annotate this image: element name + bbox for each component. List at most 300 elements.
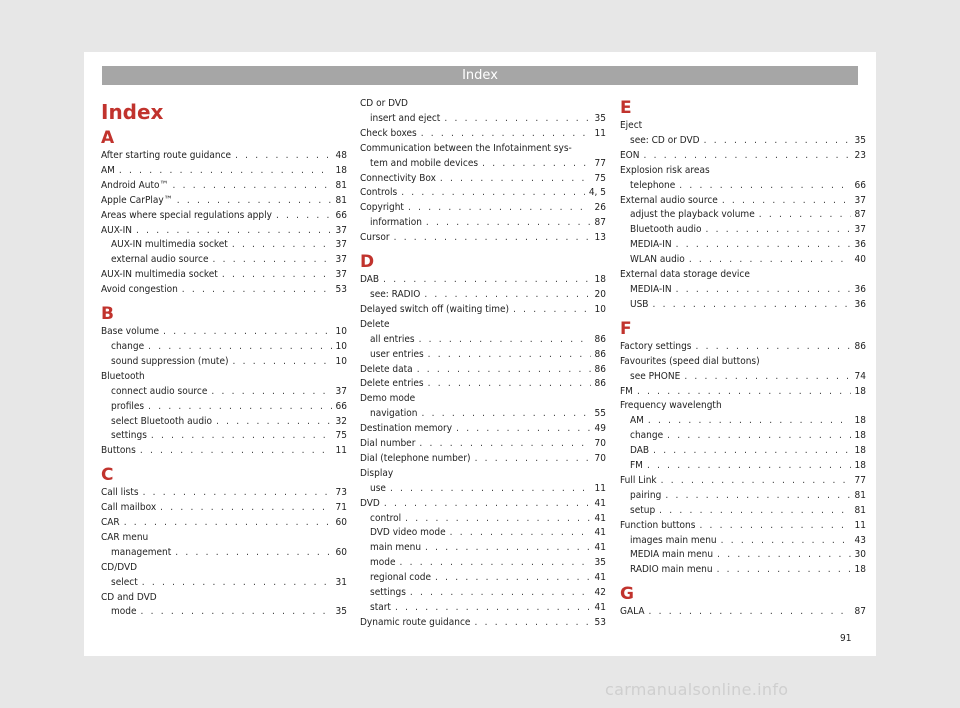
index-subentry [360, 216, 606, 231]
entry-text: use [370, 482, 386, 494]
entry-page-number: 86 [594, 333, 606, 345]
dot-leader [419, 333, 591, 348]
dot-leader [644, 149, 851, 164]
entry-page-number: 49 [594, 423, 606, 435]
entry-page-number: 48 [335, 150, 347, 161]
dot-leader [410, 586, 591, 601]
entry-page-number: 37 [335, 239, 347, 251]
dot-leader [143, 486, 332, 501]
index-subentry [101, 415, 347, 430]
entry-text: adjust the playback volume [630, 209, 755, 221]
entry-text: all entries [370, 333, 415, 345]
entry-page-number: 41 [594, 527, 606, 539]
entry-page-number: 18 [335, 164, 347, 176]
dot-leader [384, 497, 591, 512]
entry-page-number: 31 [335, 576, 347, 588]
entry-text: Delete data [360, 363, 413, 375]
index-heading: Explosion risk areas [620, 164, 710, 176]
dot-leader [648, 414, 851, 429]
entry-page-number: 18 [594, 274, 606, 286]
dot-leader [177, 194, 332, 209]
index-subentry [620, 429, 866, 444]
entry-text: profiles [111, 400, 145, 412]
index-subentry [360, 556, 606, 571]
dot-leader [163, 325, 331, 340]
entry-page-number: 77 [594, 157, 606, 169]
entry-text: Call mailbox [101, 502, 157, 514]
dot-leader [679, 179, 850, 194]
entry-page-number: 18 [854, 445, 866, 457]
entry-text: Dynamic route guidance [360, 616, 471, 628]
index-subentry [360, 112, 606, 127]
dot-leader [637, 385, 851, 400]
dot-leader [704, 134, 851, 149]
entry-page-number: 18 [854, 430, 866, 442]
index-subentry [620, 489, 866, 504]
dot-leader [426, 216, 591, 231]
index-subentry [620, 298, 866, 313]
entry-page-number: 74 [854, 370, 866, 382]
index-entry [360, 127, 606, 142]
entry-page-number: 37 [335, 385, 347, 397]
entry-text: Areas where special regulations apply [101, 209, 272, 221]
dot-leader [759, 208, 851, 223]
entry-text: regional code [370, 572, 432, 584]
entry-text: change [630, 430, 664, 442]
dot-leader [142, 576, 332, 591]
index-heading: Display [360, 467, 394, 479]
entry-page-number: 86 [854, 340, 866, 352]
entry-page-number: 41 [594, 512, 606, 524]
entry-text: select Bluetooth audio [111, 415, 213, 427]
entry-text: AM [630, 415, 644, 427]
entry-text: AM [101, 164, 115, 176]
dot-leader [676, 238, 851, 253]
index-subentry [101, 605, 347, 620]
index-entry [620, 474, 866, 489]
index-entry [360, 273, 606, 288]
index-subentry [620, 414, 866, 429]
dot-leader [428, 377, 591, 392]
entry-text: Destination memory [360, 423, 453, 435]
entry-page-number: 87 [854, 606, 866, 618]
dot-leader [400, 556, 591, 571]
entry-text: Avoid congestion [101, 284, 178, 296]
dot-leader [450, 526, 591, 541]
entry-text: After starting route guidance [101, 150, 232, 161]
index-subentry [101, 546, 347, 561]
entry-text: Cursor [360, 232, 390, 244]
entry-page-number: 20 [594, 288, 606, 300]
index-entry [620, 149, 866, 164]
page-title: Index [101, 100, 164, 124]
entry-page-number: 41 [594, 542, 606, 554]
dot-leader [705, 223, 850, 238]
index-subentry [620, 563, 866, 578]
index-letter-g: G [620, 584, 634, 605]
index-heading: Favourites (speed dial buttons) [620, 355, 760, 367]
index-subentry [101, 238, 347, 253]
entry-text: see: CD or DVD [630, 134, 700, 146]
dot-leader [390, 482, 591, 497]
entry-page-number: 36 [854, 283, 866, 295]
dot-leader [428, 348, 591, 363]
index-subentry [620, 253, 866, 268]
index-subentry [360, 407, 606, 422]
dot-leader [649, 605, 851, 620]
index-subentry [620, 534, 866, 549]
index-column-3 [620, 97, 866, 620]
index-subentry [101, 355, 347, 370]
entry-text: MEDIA-IN [630, 239, 672, 251]
entry-page-number: 55 [594, 408, 606, 420]
entry-page-number: 36 [854, 239, 866, 251]
entry-page-number: 81 [854, 504, 866, 516]
dot-leader [684, 370, 850, 385]
index-subentry [360, 601, 606, 616]
index-entry [101, 149, 347, 164]
entry-text: DVD [360, 497, 380, 509]
index-subentry [620, 548, 866, 563]
entry-page-number: 75 [335, 430, 347, 442]
entry-page-number: 53 [594, 616, 606, 628]
index-heading: CD and DVD [101, 591, 157, 603]
index-entry [360, 231, 606, 246]
entry-page-number: 73 [335, 487, 347, 499]
entry-text: navigation [370, 408, 418, 420]
entry-page-number: 66 [854, 179, 866, 191]
dot-leader [232, 238, 332, 253]
entry-page-number: 43 [854, 534, 866, 546]
index-letter-b: B [101, 304, 114, 325]
dot-leader [456, 422, 590, 437]
dot-leader [148, 400, 331, 415]
entry-text: setup [630, 504, 656, 516]
entry-page-number: 41 [594, 602, 606, 613]
index-letter-f: F [620, 318, 632, 339]
index-subentry [620, 134, 866, 149]
index-subentry [620, 283, 866, 298]
index-entry [101, 486, 347, 501]
index-heading: CD or DVD [360, 98, 408, 109]
entry-text: select [111, 576, 138, 588]
entry-page-number: 86 [594, 363, 606, 375]
dot-leader [182, 283, 332, 298]
entry-page-number: 11 [854, 519, 866, 531]
dot-leader [424, 288, 590, 303]
index-entry [360, 452, 606, 467]
entry-page-number: 53 [335, 284, 347, 296]
dot-leader [652, 298, 850, 313]
entry-page-number: 40 [854, 254, 866, 266]
entry-text: Controls [360, 187, 398, 199]
entry-page-number: 77 [854, 474, 866, 486]
index-entry [101, 444, 347, 459]
entry-page-number: 13 [594, 232, 606, 244]
entry-page-number: 86 [594, 348, 606, 360]
entry-text: EON [620, 149, 640, 161]
index-entry [360, 497, 606, 512]
entry-text: GALA [620, 606, 645, 618]
entry-page-number: 42 [594, 587, 606, 599]
entry-text: Apple CarPlay™ [101, 194, 173, 206]
dot-leader [665, 489, 850, 504]
index-entry [101, 209, 347, 224]
dot-leader [482, 157, 590, 172]
dot-leader [136, 224, 332, 239]
dot-leader [175, 546, 331, 561]
entry-page-number: 75 [594, 172, 606, 184]
entry-text: user entries [370, 348, 424, 360]
index-entry [620, 385, 866, 400]
index-heading: External data storage device [620, 269, 750, 281]
entry-page-number: 81 [854, 489, 866, 501]
index-entry [360, 186, 606, 201]
entry-text: insert and eject [370, 112, 441, 124]
index-subentry [101, 400, 347, 415]
entry-text: Factory settings [620, 340, 692, 352]
index-subentry [360, 541, 606, 556]
entry-page-number: 11 [594, 482, 606, 494]
index-heading: CAR menu [101, 531, 149, 543]
index-subentry [101, 253, 347, 268]
watermark: carmanualsonline.info [605, 680, 789, 699]
dot-leader [421, 127, 591, 142]
index-letter-e: E [620, 98, 632, 118]
entry-page-number: 35 [335, 606, 347, 618]
entry-text: Android Auto™ [101, 179, 169, 191]
dot-leader [405, 512, 590, 527]
entry-text: Delayed switch off (waiting time) [360, 303, 510, 315]
entry-page-number: 37 [335, 224, 347, 236]
entry-text: connect audio source [111, 385, 208, 397]
index-heading: Delete [360, 318, 390, 330]
entry-page-number: 81 [335, 179, 347, 191]
dot-leader [160, 501, 331, 516]
index-subentry [620, 208, 866, 223]
dot-leader [721, 534, 851, 549]
page-header [102, 66, 858, 85]
entry-page-number: 4, 5 [588, 187, 606, 199]
index-subentry [620, 370, 866, 385]
dot-leader [173, 179, 332, 194]
entry-page-number: 11 [594, 127, 606, 139]
header-title: Index [462, 68, 498, 83]
entry-page-number: 66 [335, 209, 347, 221]
entry-text: RADIO main menu [630, 564, 713, 576]
index-subentry [360, 526, 606, 541]
dot-leader [151, 429, 332, 444]
index-subentry [360, 482, 606, 497]
dot-leader [216, 415, 331, 430]
entry-page-number: 18 [854, 385, 866, 397]
dot-leader [699, 519, 850, 534]
entry-page-number: 87 [594, 217, 606, 229]
entry-text: Delete entries [360, 378, 424, 390]
dot-leader [722, 194, 851, 209]
index-entry [360, 303, 606, 318]
entry-page-number: 35 [854, 134, 866, 146]
index-column-1 [101, 97, 347, 620]
entry-page-number: 10 [594, 303, 606, 315]
entry-text: settings [370, 587, 406, 599]
index-subentry [620, 444, 866, 459]
entry-page-number: 35 [594, 112, 606, 124]
index-entry [360, 172, 606, 187]
index-subentry [101, 576, 347, 591]
entry-text: start [370, 602, 391, 613]
entry-page-number: 35 [594, 557, 606, 569]
entry-text: settings [111, 430, 147, 442]
dot-leader [394, 231, 591, 246]
index-heading: Bluetooth [101, 370, 145, 382]
entry-text: DAB [360, 274, 380, 286]
entry-text: management [111, 546, 172, 558]
entry-page-number: 26 [594, 202, 606, 214]
index-heading: Demo mode [360, 393, 416, 405]
index-heading: CD/DVD [101, 561, 138, 573]
dot-leader [689, 253, 851, 268]
dot-leader [276, 209, 332, 224]
entry-text: CAR [101, 517, 120, 529]
index-heading: Frequency wavelength [620, 400, 722, 412]
entry-text: mode [370, 557, 396, 569]
entry-text: see: RADIO [370, 288, 421, 300]
entry-page-number: 18 [854, 460, 866, 472]
entry-page-number: 41 [594, 497, 606, 509]
entry-text: telephone [630, 179, 676, 191]
entry-text: Check boxes [360, 127, 417, 139]
entry-page-number: 23 [854, 149, 866, 161]
dot-leader [444, 112, 590, 127]
index-subentry [360, 348, 606, 363]
dot-leader [440, 172, 591, 187]
index-subentry [620, 223, 866, 238]
dot-leader [419, 437, 590, 452]
dot-leader [119, 164, 332, 179]
entry-page-number: 18 [854, 415, 866, 427]
entry-text: MEDIA-IN [630, 283, 672, 295]
entry-page-number: 18 [854, 564, 866, 576]
entry-text: Copyright [360, 202, 404, 214]
entry-page-number: 41 [594, 572, 606, 584]
index-subentry [101, 385, 347, 400]
entry-text: Bluetooth audio [630, 224, 702, 236]
entry-page-number: 71 [335, 502, 347, 514]
entry-text: change [111, 340, 145, 352]
index-entry [620, 605, 866, 620]
dot-leader [435, 571, 591, 586]
index-letter-a: A [101, 128, 115, 148]
entry-text: see PHONE [630, 370, 681, 382]
dot-leader [513, 303, 590, 318]
index-entry [101, 516, 347, 531]
index-subentry [101, 429, 347, 444]
dot-leader [653, 444, 850, 459]
index-entry [101, 164, 347, 179]
entry-page-number: 37 [335, 269, 347, 281]
dot-leader [235, 149, 331, 164]
entry-page-number: 10 [335, 355, 347, 367]
index-letter-c: C [101, 465, 114, 486]
dot-leader [676, 283, 851, 298]
index-entry [101, 501, 347, 516]
index-entry [620, 519, 866, 534]
dot-leader [696, 340, 851, 355]
index-heading: Communication between the Infotainment sys- [360, 142, 572, 154]
entry-text: AUX-IN multimedia socket [101, 269, 218, 281]
index-subentry [360, 586, 606, 601]
entry-text: DVD video mode [370, 527, 446, 539]
entry-page-number: 60 [335, 517, 347, 529]
entry-text: images main menu [630, 534, 717, 546]
index-subentry [360, 288, 606, 303]
entry-text: pairing [630, 489, 662, 501]
index-entry [101, 179, 347, 194]
entry-text: Connectivity Box [360, 172, 436, 184]
entry-text: FM [620, 385, 633, 397]
dot-leader [222, 268, 332, 283]
index-entry [360, 437, 606, 452]
entry-text: WLAN audio [630, 254, 685, 266]
entry-text: tem and mobile devices [370, 157, 479, 169]
index-heading: Eject [620, 120, 643, 131]
dot-leader [212, 253, 331, 268]
index-subentry [360, 571, 606, 586]
entry-text: Call lists [101, 487, 139, 499]
entry-text: Base volume [101, 326, 160, 338]
dot-leader [717, 548, 850, 563]
index-entry [101, 268, 347, 283]
dot-leader [408, 201, 591, 216]
dot-leader [401, 186, 585, 201]
entry-text: information [370, 217, 422, 229]
entry-text: Full Link [620, 474, 657, 486]
entry-text: Dial (telephone number) [360, 452, 471, 464]
index-entry [360, 201, 606, 216]
dot-leader [233, 355, 332, 370]
entry-text: MEDIA main menu [630, 549, 714, 561]
index-entry [360, 363, 606, 378]
entry-page-number: 10 [335, 326, 347, 338]
entry-text: sound suppression (mute) [111, 355, 229, 367]
dot-leader [647, 459, 851, 474]
dot-leader [148, 340, 331, 355]
entry-text: FM [630, 460, 643, 472]
entry-text: AUX-IN [101, 224, 133, 236]
entry-page-number: 81 [335, 194, 347, 206]
index-entry [101, 283, 347, 298]
entry-text: USB [630, 298, 649, 310]
dot-leader [667, 429, 850, 444]
entry-text: control [370, 512, 402, 524]
entry-page-number: 37 [854, 194, 866, 206]
dot-leader [475, 452, 591, 467]
entry-text: mode [111, 606, 137, 618]
index-entry [620, 194, 866, 209]
dot-leader [140, 444, 332, 459]
index-subentry [360, 333, 606, 348]
dot-leader [211, 385, 331, 400]
index-entry [360, 422, 606, 437]
entry-page-number: 36 [854, 298, 866, 310]
index-subentry [620, 459, 866, 474]
index-entry [620, 340, 866, 355]
index-subentry [620, 504, 866, 519]
entry-page-number: 11 [335, 445, 347, 457]
entry-text: external audio source [111, 254, 209, 266]
index-entry [360, 377, 606, 392]
